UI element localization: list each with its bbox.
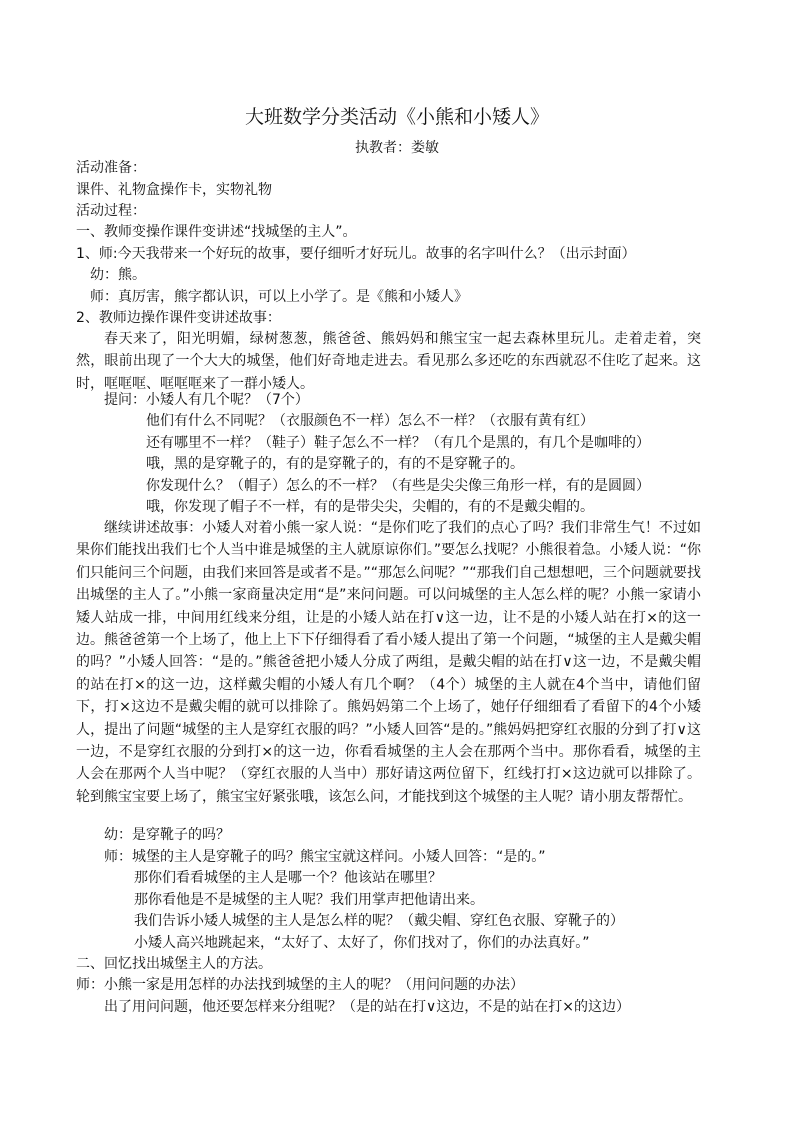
document-title: 大班数学分类活动《小熊和小矮人》 — [244, 106, 549, 128]
dialog-line-6: 小矮人高兴地跳起来，“太好了、太好了，你们找对了，你们的办法真好。” — [134, 935, 590, 951]
section-2-line-2: 出了用问问题，他还要怎样来分组呢？（是的站在打∨这边，不是的站在打×的这边） — [104, 999, 630, 1015]
section-1-item-1: 1、师:今天我带来一个好玩的故事，要仔细听才好玩儿。故事的名字叫什么？（出示封面） — [76, 246, 636, 262]
dialog-line-3: 那你们看看城堡的主人是哪一个？他该站在哪里？ — [134, 870, 442, 886]
prep-items: 课件、礼物盒操作卡，实物礼物 — [76, 182, 272, 198]
question-line-5: 你发现什么？（帽子）怎么的不一样？（有些是尖尖像三角形一样，有的是圆圆） — [146, 478, 650, 494]
author-line: 执教者：娄敏 — [355, 140, 439, 156]
story-paragraph-2: 继续讲述故事：小矮人对着小熊一家人说：“是你们吃了我们的点心了吗？我们非常生气！不过如果你们能找出我们七个人当中谁是城堡的主人就原谅你们。”要怎么找呢？小熊很着急。小矮人说：“你们只能问三个问题，由我们来回答是或者不是。”“那怎么问呢？”“那我们自己想想吧，三个问题就要找出城堡的主人了。”小熊一家商量决定用“是”来问问题。可以问城堡的主人怎么样的呢？小熊一家请小矮人站成一排，中间用红线来分组，让是的小矮人站在打∨这一边，让不是的小矮人站在打×的这一边。熊爸爸第一个上场了，他上上下下仔细得看了看小矮人提出了第一个问题，“城堡的主人是戴尖帽的吗？”小矮人回答：“是的。”熊爸爸把小矮人分成了两组，是戴尖帽的站在打∨这一边，不是戴尖帽的站在打×的这一边，这样戴尖帽的小矮人有几个啊？（4个）城堡的主人就在4个当中，请他们留下，打×这边不是戴尖帽的就可以排除了。熊妈妈第二个上场了，她仔仔细细看了看留下的4个小矮人，提出了问题“城堡的主人是穿红衣服的吗？”小矮人回答“是的。”熊妈妈把穿红衣服的分到了打∨这一边，不是穿红衣服的分到打×的这一边，你看看城堡的主人会在那两个当中。那你看看，城堡的主人会在那两个人当中呢？（穿红衣服的人当中）那好请这两位留下，红线打打×这边就可以排除了。轮到熊宝宝要上场了，熊宝宝好紧张哦，该怎么问，才能找到这个城堡的主人呢？请小朋友帮帮忙。 — [76, 520, 701, 805]
section-2-heading: 二、回忆找出城堡主人的方法。 — [76, 956, 272, 972]
dialog-line-2: 师：城堡的主人是穿靴子的吗？熊宝宝就这样问。小矮人回答：“是的。” — [104, 849, 546, 865]
question-line-3: 还有哪里不一样？（鞋子）鞋子怎么不一样？（有几个是黑的，有几个是咖啡的） — [146, 435, 650, 451]
story-paragraph-1: 春天来了，阳光明媚，绿树葱葱，熊爸爸、熊妈妈和熊宝宝一起去森林里玩儿。走着走着，突然，眼前出现了一个大大的城堡，他们好奇地走进去。看见那么多还吃的东西就忍不住吃了起来。这时，哐哐哐、哐哐哐来了一群小矮人。 — [76, 331, 701, 392]
prep-label: 活动准备： — [76, 160, 146, 176]
section-1-heading: 一、教师变操作课件变讲述“找城堡的主人”。 — [76, 224, 357, 240]
teacher-reply: 师：真厉害，熊字都认识，可以上小学了。是《熊和小矮人》 — [90, 289, 468, 305]
question-line-1: 提问：小矮人有几个呢？（7个） — [104, 392, 309, 408]
child-reply: 幼：熊。 — [90, 267, 146, 283]
question-line-6: 哦，你发现了帽子不一样，有的是带尖尖，尖帽的，有的不是戴尖帽的。 — [146, 499, 594, 515]
process-label: 活动过程： — [76, 203, 146, 219]
section-2-line-1: 师：小熊一家是用怎样的办法找到城堡的主人的呢？（用问问题的办法） — [76, 977, 524, 993]
question-line-4: 哦，黑的是穿靴子的，有的是穿靴子的，有的不是穿靴子的。 — [146, 456, 524, 472]
dialog-line-4: 那你看他是不是城堡的主人呢？我们用掌声把他请出来。 — [134, 892, 484, 908]
dialog-line-5: 我们告诉小矮人城堡的主人是怎么样的呢？（戴尖帽、穿红色衣服、穿靴子的） — [134, 913, 624, 929]
question-line-2: 他们有什么不同呢？（衣服颜色不一样）怎么不一样？（衣服有黄有红） — [146, 413, 594, 429]
dialog-line-1: 幼：是穿靴子的吗？ — [104, 827, 230, 843]
section-1-item-2: 2、教师边操作课件变讲述故事： — [76, 310, 281, 326]
